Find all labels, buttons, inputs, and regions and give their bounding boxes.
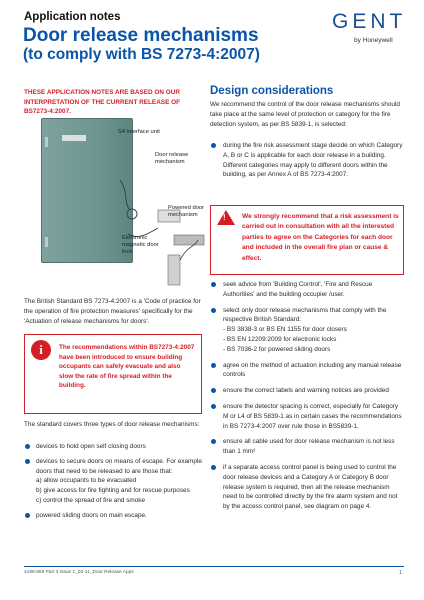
unit-logo-plate: [62, 135, 86, 141]
caption-powered-door: Powered door mechanism: [168, 205, 205, 218]
design-considerations-list: [210, 280, 405, 512]
covers-text: The standard covers three types of door release mechanisms:: [24, 421, 200, 428]
gent-logo: [332, 10, 407, 50]
standard-item: - BS 7036-2 for powered sliding doors: [223, 345, 331, 353]
page-number: 1: [399, 570, 402, 576]
info-callout-text: [31, 343, 196, 391]
list-item: [210, 361, 405, 381]
page-title: Door release mechanisms: [23, 25, 259, 46]
list-item-text: agree on the method of actuation including any manual release controls: [223, 361, 402, 379]
logo-byline: by Honeywell: [354, 37, 393, 44]
bullet-dot: [211, 282, 216, 287]
warning-exclamation: !: [223, 213, 226, 222]
bullet-dot: [25, 444, 30, 449]
bullet-dot: [25, 513, 30, 518]
footer-rule: [24, 566, 404, 567]
caption-maglock: Electronic magnetic door lock: [122, 235, 159, 255]
mechanism-type-list: [24, 442, 209, 521]
list-item-text: select only door release mechanisms that comply with the respective British Standard:: [223, 306, 387, 324]
standard-item: - BS 3838-3 or BS EN 1155 for door closers: [223, 326, 347, 334]
caption-door-release: Door release mechanism: [155, 152, 189, 165]
list-item: [210, 437, 405, 457]
list-item-text: during the fire risk assessment stage decide on which Category A, B or C is applicable for each door release in a building. Different categories may apply to different doors within the building, as per Annex A of BS 7273-4:2007.: [223, 142, 403, 179]
bullet-dot: [211, 439, 216, 444]
page-subtitle: (to comply with BS 7273-4:2007): [23, 46, 260, 63]
section-title: Design considerations: [210, 85, 334, 97]
info-icon: i: [31, 340, 51, 360]
list-item: [210, 306, 405, 355]
list-item-text: ensure all cable used for door release mechanism is not less than 1 mm²: [223, 438, 395, 456]
list-item: [24, 442, 209, 452]
info-callout: [24, 334, 202, 414]
interpretation-note: THESE APPLICATION NOTES ARE BASED ON OUR INTERPRETATION OF THE CURRENT RELEASE OF BS7273-4:2007.: [24, 89, 180, 115]
bullet-dot: [211, 363, 216, 368]
list-item-text: ensure the detector spacing is correct, especially for Category M or L4 of BS 5839-1 as in certain cases the recommendations in BS 7273-4:2007 over rule those in BS5839-1.: [223, 402, 402, 430]
sub-item: b) give access for fire fighting and for rescue purposes: [36, 487, 190, 495]
bullet-dot: [211, 308, 216, 313]
bullet-dot: [211, 465, 216, 470]
list-item: [210, 463, 405, 512]
list-item-text: seek advice from 'Building Control', 'Fire and Rescue Authorities' and the building occupier /user.: [223, 281, 373, 298]
bullet-dot: [211, 388, 216, 393]
bullet-dot: [211, 143, 216, 148]
warning-callout-body: We strongly recommend that a risk assessment is carried out in consultation with all the interested parties to agree on the Categories for each door and included in the overall fire plan or cause & effect.: [242, 213, 399, 262]
design-first-list: [210, 141, 405, 180]
standard-item: - BS EN 12209:2009 for electronic locks: [223, 335, 337, 343]
hinge: [45, 237, 48, 247]
hinge: [45, 137, 48, 147]
cables-and-locks-drawing: [118, 150, 214, 290]
standard-intro: The British Standard BS 7273-4:2007 is a 'Code of practice for the operation of fire protection measures' specifically for the 'Actuation of release mechanisms for doors'.: [24, 298, 201, 325]
bullet-dot: [25, 459, 30, 464]
list-item: [210, 402, 405, 431]
caption-interface-unit: S4 interface unit: [118, 129, 160, 135]
list-item-text: powered sliding doors on main escape.: [36, 511, 147, 519]
list-item-text: devices to hold open self closing doors: [36, 443, 146, 450]
design-intro: We recommend the control of the door release mechanisms should take place at the same level of protection or category for the fire detection system, as per BS 5839-1, is selected:: [210, 101, 400, 128]
list-item-text: devices to secure doors on means of escape. For example doors that need to be released to are those that:: [36, 457, 202, 475]
bullet-dot: [211, 404, 216, 409]
footer-doc-code: 4188-968 Part 3 Issue 1_03-11_Door Release Apps: [24, 570, 134, 575]
list-item-text: ensure the correct labels and warning notices are provided: [223, 387, 389, 395]
sub-item: a) allow occupants to be evacuated: [36, 477, 137, 485]
list-item: [210, 141, 405, 180]
list-item: [210, 386, 405, 396]
doc-kicker: Application notes: [24, 11, 121, 23]
sub-item: c) control the spread of fire and smoke: [36, 496, 146, 504]
list-item: [24, 457, 209, 506]
list-item-text: if a separate access control panel is being used to control the door release devices and a Category A or Category B door release system is required, then all the release mechanism need to be controlled directly by the fire alarm system and not by the access control panel, see diagram on page 4.: [223, 463, 398, 511]
warning-callout: [210, 205, 404, 275]
logo-wordmark: GENT: [332, 10, 407, 33]
warning-callout-text: [217, 212, 402, 264]
info-callout-body: The recommendations within BS7273-4:2007 have been introduced to ensure building occupants can safely evacuate and also slow the rate of fire spread within the building.: [59, 344, 195, 390]
list-item: [210, 280, 405, 300]
list-item: [24, 511, 209, 521]
